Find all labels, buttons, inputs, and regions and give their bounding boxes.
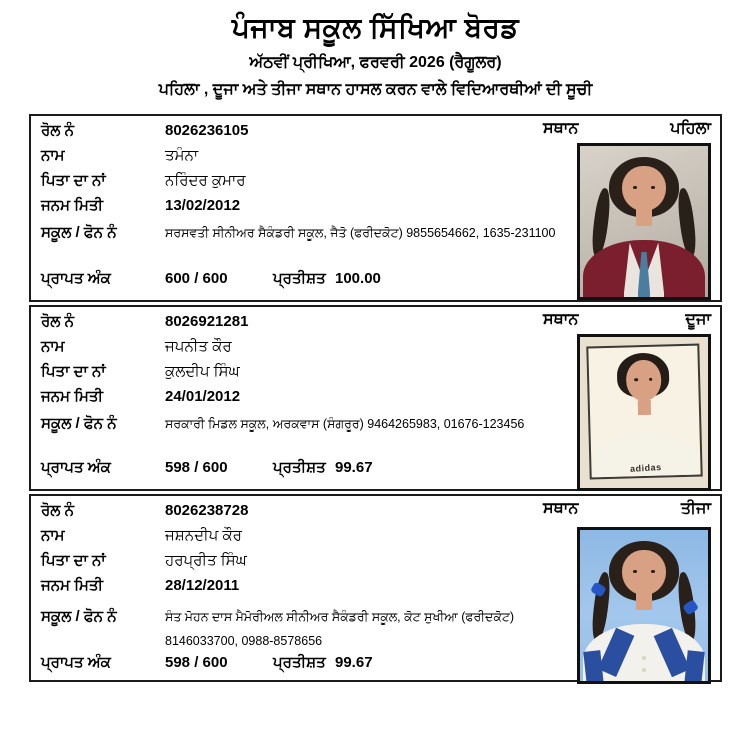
- position-header: [543, 500, 711, 518]
- school-phone-label: ਸਕੂਲ / ਫੋਨ ਨੰ: [41, 608, 117, 625]
- father-name-value: ਕੁਲਦੀਪ ਸਿੰਘ: [165, 363, 240, 380]
- face-shape: [622, 550, 666, 595]
- name-value: ਤਮੰਨਾ: [165, 147, 199, 164]
- percentage-label: ਪ੍ਰਤੀਸ਼ਤ: [273, 459, 326, 476]
- eye-shape: [649, 378, 653, 381]
- shirt-brand-text: adidas: [629, 461, 662, 474]
- neck-shape: [637, 399, 650, 415]
- dob-value: 28/12/2011: [165, 577, 240, 594]
- position-label: ਸਥਾਨ: [543, 500, 579, 517]
- student-photo-third: [577, 527, 711, 684]
- percentage-label: ਪ੍ਰਤੀਸ਼ਤ: [273, 270, 326, 287]
- marks-label: ਪ੍ਰਾਪਤ ਅੰਕ: [41, 270, 111, 287]
- position-label: ਸਥਾਨ: [543, 120, 579, 137]
- button-shape: [642, 656, 646, 660]
- father-name-value: ਨਰਿੰਦਰ ਕੁਮਾਰ: [165, 172, 246, 189]
- roll-no-label: ਰੋਲ ਨੰ: [41, 502, 74, 519]
- father-name-label: ਪਿਤਾ ਦਾ ਨਾਂ: [41, 363, 106, 380]
- father-name-label: ਪਿਤਾ ਦਾ ਨਾਂ: [41, 172, 106, 189]
- marks-label: ਪ੍ਰਾਪਤ ਅੰਕ: [41, 459, 111, 476]
- position-value-third: ਤੀਜਾ: [680, 500, 711, 517]
- school-phone-value: ਸੰਤ ਮੋਹਨ ਦਾਸ ਮੈਮੋਰੀਅਲ ਸੀਨੀਅਰ ਸੈਕੰਡਰੀ ਸਕੂਲ, ਕੋਟ ਸੁਖੀਆ (ਫਰੀਦਕੋਟ): [165, 610, 515, 624]
- marks-value: 600 / 600: [165, 270, 228, 287]
- face-shape: [622, 166, 666, 211]
- student-photo-first: [577, 143, 711, 300]
- student-photo-second: [577, 334, 711, 491]
- school-phone-value-line2: 8146033700, 0988-8578656: [165, 634, 323, 648]
- roll-no-value: 8026236105: [165, 122, 249, 139]
- roll-no-label: ਰੋਲ ਨੰ: [41, 122, 74, 139]
- name-value: ਜਪਨੀਤ ਕੌਰ: [165, 338, 232, 355]
- eye-shape: [633, 570, 637, 573]
- dob-label: ਜਨਮ ਮਿਤੀ: [41, 197, 104, 214]
- school-phone-label: ਸਕੂਲ / ਫੋਨ ਨੰ: [41, 415, 117, 432]
- eye-shape: [651, 570, 655, 573]
- school-phone-value: ਸਰਸਵਤੀ ਸੀਨੀਅਰ ਸੈਕੰਡਰੀ ਸਕੂਲ, ਜੈਤੋ (ਫਰੀਦਕੋਟ) 9855654662, 1635-231100: [165, 226, 556, 240]
- exam-subtitle: ਅੱਠਵੀਂ ਪ੍ਰੀਖਿਆ, ਫਰਵਰੀ 2026 (ਰੈਗੂਲਰ): [249, 54, 502, 71]
- eye-shape: [651, 186, 655, 189]
- button-shape: [642, 668, 646, 672]
- position-header: [543, 311, 711, 329]
- name-label: ਨਾਮ: [41, 147, 65, 164]
- result-card-third: [29, 494, 722, 682]
- dob-value: 24/01/2012: [165, 388, 241, 405]
- father-name-value: ਹਰਪ੍ਰੀਤ ਸਿੰਘ: [165, 552, 247, 569]
- school-phone-label: ਸਕੂਲ / ਫੋਨ ਨੰ: [41, 224, 117, 241]
- result-card-first: [29, 114, 722, 302]
- list-heading: ਪਹਿਲਾ , ਦੂਜਾ ਅਤੇ ਤੀਜਾ ਸਥਾਨ ਹਾਸਲ ਕਰਨ ਵਾਲੇ ਵਿਦਿਆਰਥੀਆਂ ਦੀ ਸੂਚੀ: [158, 81, 593, 98]
- position-value-second: ਦੂਜਾ: [685, 311, 711, 328]
- position-header: [543, 120, 711, 138]
- face-shape: [625, 359, 661, 401]
- eye-shape: [633, 186, 637, 189]
- eye-shape: [634, 378, 638, 381]
- roll-no-value: 8026921281: [165, 313, 249, 330]
- name-label: ਨਾਮ: [41, 338, 65, 355]
- roll-no-label: ਰੋਲ ਨੰ: [41, 313, 74, 330]
- marks-value: 598 / 600: [165, 654, 228, 671]
- dob-label: ਜਨਮ ਮਿਤੀ: [41, 388, 104, 405]
- dob-value: 13/02/2012: [165, 197, 241, 214]
- name-label: ਨਾਮ: [41, 527, 65, 544]
- percentage-label: ਪ੍ਰਤੀਸ਼ਤ: [273, 654, 326, 671]
- percentage-value: 99.67: [335, 654, 373, 671]
- page-title: ਪੰਜਾਬ ਸਕੂਲ ਸਿੱਖਿਆ ਬੋਰਡ: [231, 12, 520, 43]
- position-label: ਸਥਾਨ: [543, 311, 579, 328]
- dob-label: ਜਨਮ ਮਿਤੀ: [41, 577, 104, 594]
- photo-inner-frame: [586, 343, 702, 479]
- position-value-first: ਪਹਿਲਾ: [670, 120, 711, 137]
- roll-no-value: 8026238728: [165, 502, 249, 519]
- name-value: ਜਸ਼ਨਦੀਪ ਕੌਰ: [165, 527, 242, 544]
- result-card-second: [29, 305, 722, 491]
- percentage-value: 100.00: [335, 270, 381, 287]
- school-phone-value: ਸਰਕਾਰੀ ਮਿਡਲ ਸਕੂਲ, ਅਰਕਵਾਸ (ਸੰਗਰੂਰ) 9464265983, 01676-123456: [165, 417, 525, 431]
- marks-label: ਪ੍ਰਾਪਤ ਅੰਕ: [41, 654, 111, 671]
- marks-value: 598 / 600: [165, 459, 228, 476]
- percentage-value: 99.67: [335, 459, 373, 476]
- father-name-label: ਪਿਤਾ ਦਾ ਨਾਂ: [41, 552, 106, 569]
